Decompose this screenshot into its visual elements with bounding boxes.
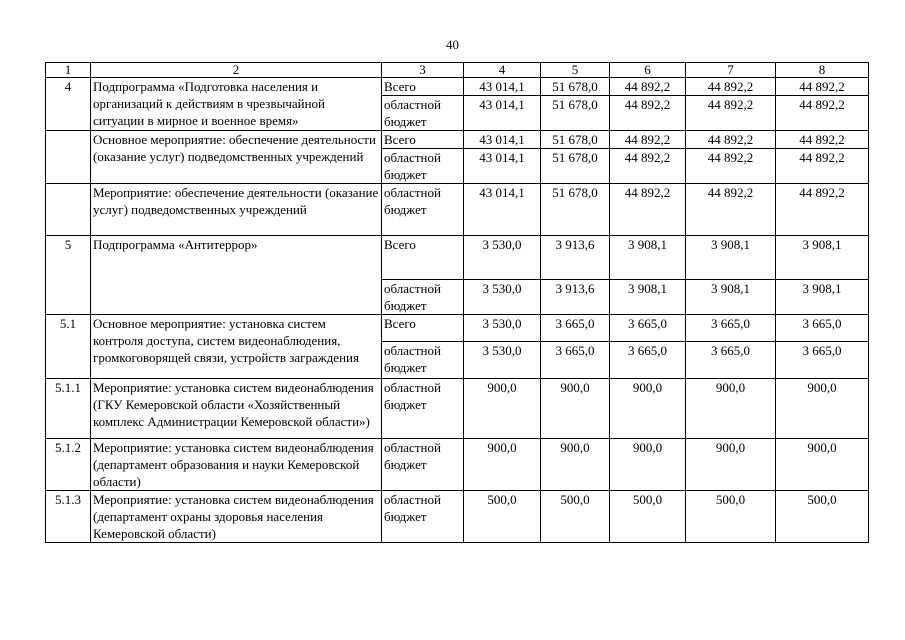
amount-cell: 44 892,2 xyxy=(776,131,869,149)
header-row xyxy=(46,63,869,78)
amount-cell: 900,0 xyxy=(776,439,869,491)
header-cell: 1 xyxy=(46,63,91,78)
amount-cell: 3 908,1 xyxy=(776,236,869,280)
amount-cell: 900,0 xyxy=(610,439,686,491)
table-row xyxy=(46,78,869,96)
header-cell: 7 xyxy=(686,63,776,78)
amount-cell: 3 665,0 xyxy=(686,342,776,379)
table-row xyxy=(46,315,869,342)
funding-source: Всего xyxy=(382,78,464,96)
funding-source: Всего xyxy=(382,131,464,149)
amount-cell: 3 665,0 xyxy=(610,315,686,342)
amount-cell: 44 892,2 xyxy=(686,96,776,131)
amount-cell: 3 913,6 xyxy=(541,236,610,280)
amount-cell: 3 908,1 xyxy=(776,280,869,315)
program-name: Мероприятие: установка систем видеонаблюдения (ГКУ Кемеровской области «Хозяйственный комплекс Администрации Кемеровской области») xyxy=(91,379,382,439)
amount-cell: 3 665,0 xyxy=(686,315,776,342)
amount-cell: 3 665,0 xyxy=(610,342,686,379)
amount-cell: 44 892,2 xyxy=(776,96,869,131)
amount-cell: 500,0 xyxy=(541,491,610,543)
row-number: 5.1.3 xyxy=(46,491,91,543)
row-number: 5 xyxy=(46,236,91,315)
header-cell: 6 xyxy=(610,63,686,78)
header-cell: 3 xyxy=(382,63,464,78)
table-row xyxy=(46,131,869,149)
amount-cell: 500,0 xyxy=(776,491,869,543)
funding-source: областной бюджет xyxy=(382,184,464,236)
table-row xyxy=(46,379,869,439)
funding-source: Всего xyxy=(382,236,464,280)
table-row xyxy=(46,236,869,280)
amount-cell: 51 678,0 xyxy=(541,131,610,149)
amount-cell: 44 892,2 xyxy=(610,96,686,131)
amount-cell: 3 908,1 xyxy=(686,236,776,280)
amount-cell: 44 892,2 xyxy=(610,184,686,236)
header-cell: 2 xyxy=(91,63,382,78)
header-cell: 5 xyxy=(541,63,610,78)
amount-cell: 3 908,1 xyxy=(610,280,686,315)
funding-source: Всего xyxy=(382,315,464,342)
amount-cell: 43 014,1 xyxy=(464,149,541,184)
funding-source: областной бюджет xyxy=(382,439,464,491)
amount-cell: 900,0 xyxy=(686,439,776,491)
amount-cell: 44 892,2 xyxy=(686,149,776,184)
table-row xyxy=(46,491,869,543)
page-number: 40 xyxy=(446,37,459,52)
funding-source: областной бюджет xyxy=(382,379,464,439)
amount-cell: 500,0 xyxy=(686,491,776,543)
amount-cell: 900,0 xyxy=(541,439,610,491)
amount-cell: 43 014,1 xyxy=(464,78,541,96)
budget-table xyxy=(45,62,869,543)
amount-cell: 3 530,0 xyxy=(464,280,541,315)
amount-cell: 900,0 xyxy=(464,379,541,439)
amount-cell: 3 908,1 xyxy=(686,280,776,315)
amount-cell: 3 665,0 xyxy=(776,315,869,342)
amount-cell: 43 014,1 xyxy=(464,131,541,149)
table-row xyxy=(46,184,869,236)
funding-source: областной бюджет xyxy=(382,96,464,131)
amount-cell: 43 014,1 xyxy=(464,96,541,131)
amount-cell: 44 892,2 xyxy=(776,184,869,236)
program-name: Подпрограмма «Антитеррор» xyxy=(91,236,382,315)
header-cell: 4 xyxy=(464,63,541,78)
amount-cell: 3 665,0 xyxy=(776,342,869,379)
amount-cell: 900,0 xyxy=(541,379,610,439)
amount-cell: 3 665,0 xyxy=(541,342,610,379)
amount-cell: 44 892,2 xyxy=(686,131,776,149)
program-name: Мероприятие: установка систем видеонаблюдения (департамент образования и науки Кемеровской области) xyxy=(91,439,382,491)
amount-cell: 51 678,0 xyxy=(541,184,610,236)
amount-cell: 44 892,2 xyxy=(776,78,869,96)
row-number: 4 xyxy=(46,78,91,131)
amount-cell: 51 678,0 xyxy=(541,149,610,184)
amount-cell: 51 678,0 xyxy=(541,96,610,131)
amount-cell: 900,0 xyxy=(776,379,869,439)
amount-cell: 51 678,0 xyxy=(541,78,610,96)
program-name: Мероприятие: обеспечение деятельности (оказание услуг) подведомственных учреждений xyxy=(91,184,382,236)
row-number xyxy=(46,131,91,184)
amount-cell: 500,0 xyxy=(464,491,541,543)
amount-cell: 44 892,2 xyxy=(686,78,776,96)
funding-source: областной бюджет xyxy=(382,280,464,315)
amount-cell: 44 892,2 xyxy=(776,149,869,184)
amount-cell: 3 908,1 xyxy=(610,236,686,280)
amount-cell: 44 892,2 xyxy=(686,184,776,236)
funding-source: областной бюджет xyxy=(382,149,464,184)
program-name: Основное мероприятие: обеспечение деятельности (оказание услуг) подведомственных учреждений xyxy=(91,131,382,184)
amount-cell: 3 530,0 xyxy=(464,236,541,280)
program-name: Основное мероприятие: установка систем контроля доступа, систем видеонаблюдения, громкоговорящей связи, устройств заграждения xyxy=(91,315,382,379)
amount-cell: 900,0 xyxy=(686,379,776,439)
amount-cell: 500,0 xyxy=(610,491,686,543)
table-row xyxy=(46,439,869,491)
amount-cell: 3 530,0 xyxy=(464,342,541,379)
amount-cell: 44 892,2 xyxy=(610,131,686,149)
program-name: Мероприятие: установка систем видеонаблюдения (департамент охраны здоровья населения Кемеровской области) xyxy=(91,491,382,543)
amount-cell: 3 913,6 xyxy=(541,280,610,315)
amount-cell: 44 892,2 xyxy=(610,149,686,184)
amount-cell: 3 665,0 xyxy=(541,315,610,342)
amount-cell: 900,0 xyxy=(610,379,686,439)
funding-source: областной бюджет xyxy=(382,491,464,543)
row-number: 5.1.2 xyxy=(46,439,91,491)
row-number xyxy=(46,184,91,236)
header-cell: 8 xyxy=(776,63,869,78)
funding-source: областной бюджет xyxy=(382,342,464,379)
row-number: 5.1 xyxy=(46,315,91,379)
amount-cell: 44 892,2 xyxy=(610,78,686,96)
amount-cell: 900,0 xyxy=(464,439,541,491)
row-number: 5.1.1 xyxy=(46,379,91,439)
amount-cell: 3 530,0 xyxy=(464,315,541,342)
program-name: Подпрограмма «Подготовка населения и организаций к действиям в чрезвычайной ситуации в мирное и военное время» xyxy=(91,78,382,131)
amount-cell: 43 014,1 xyxy=(464,184,541,236)
